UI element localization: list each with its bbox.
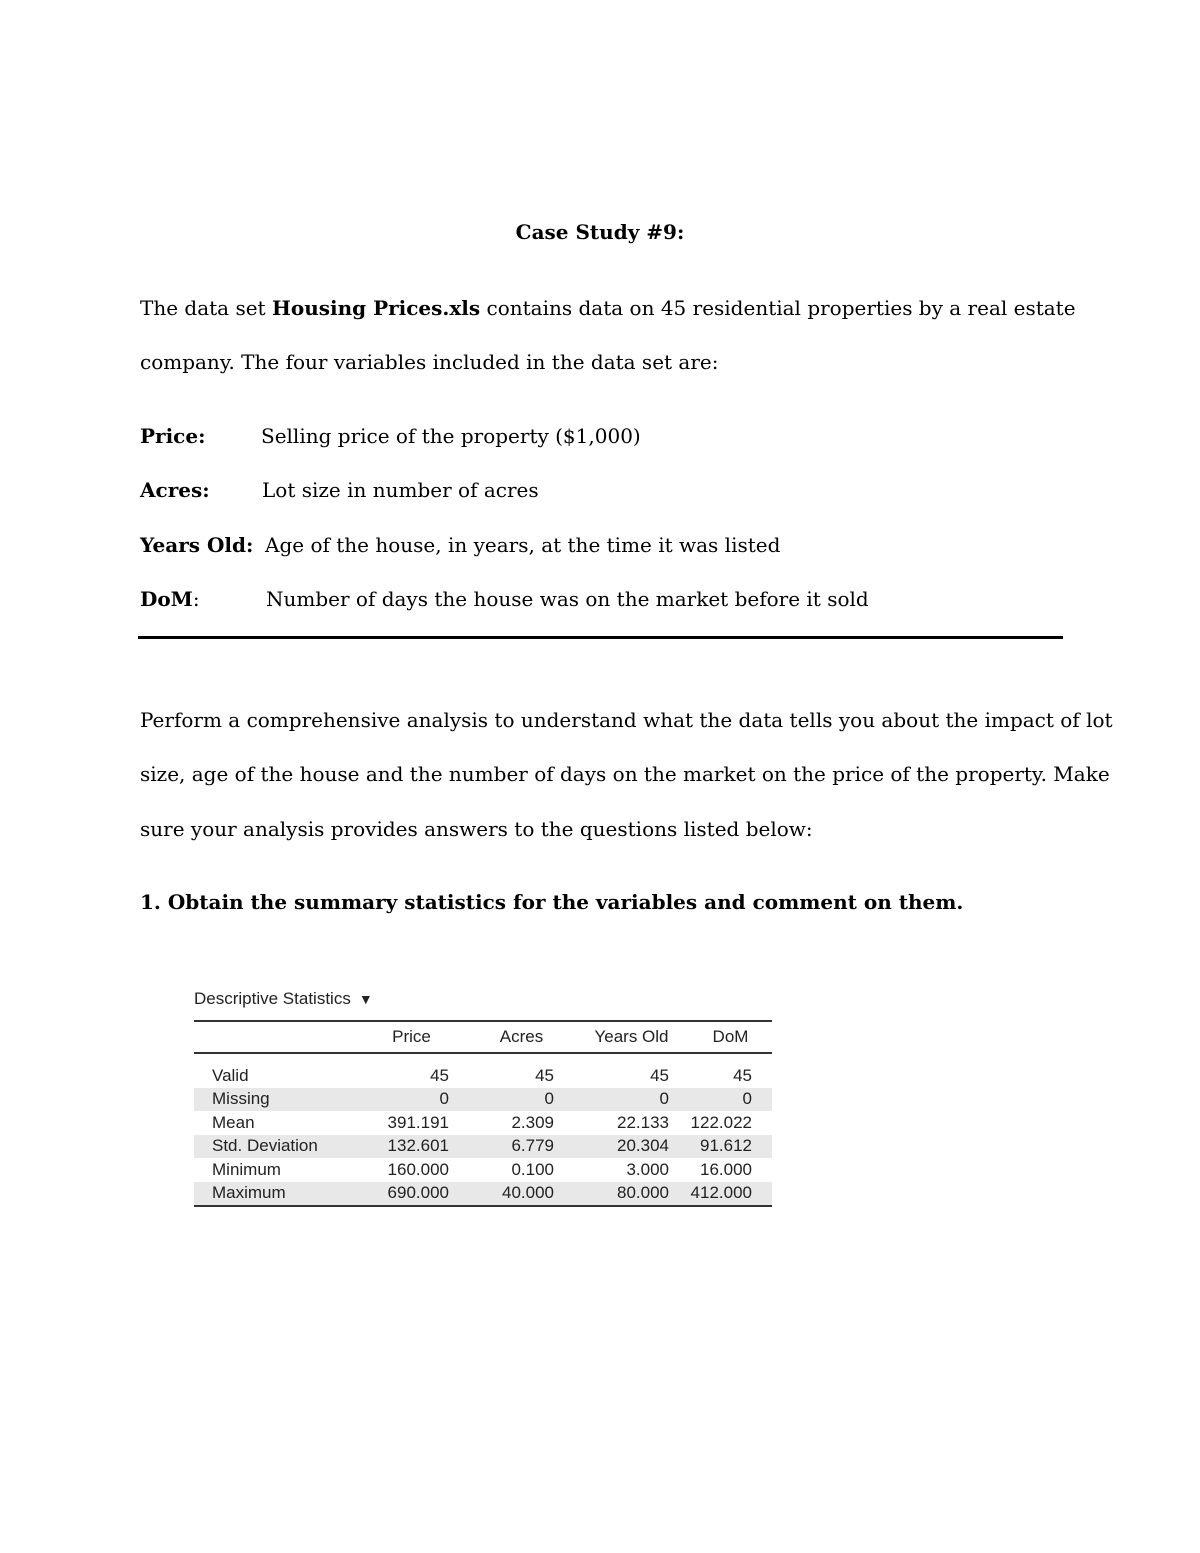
intro-text-pre: The data set (140, 296, 272, 320)
table-cell: 45 (733, 1065, 752, 1085)
table-row (194, 1088, 772, 1112)
table-cell: 391.191 (387, 1112, 449, 1132)
row-label: Minimum (212, 1159, 281, 1179)
intro-line-1 (140, 294, 1076, 322)
intro-text-post: contains data on 45 residential properties by a real estate (480, 296, 1076, 320)
table-cell: 40.000 (469, 1182, 574, 1207)
table-cell: 0 (689, 1088, 772, 1112)
table-cell: 412.000 (689, 1182, 772, 1207)
table-cell: 0 (574, 1088, 689, 1112)
variable-description: Age of the house, in years, at the time it was listed (265, 533, 781, 557)
row-label: Maximum (194, 1182, 354, 1207)
table-cell: 6.779 (469, 1135, 574, 1159)
table-cell: 20.304 (574, 1135, 689, 1159)
column-header-dom: DoM (689, 1021, 772, 1053)
variable-label: Years Old: (140, 533, 254, 557)
variable-description: Number of days the house was on the market before it sold (266, 587, 869, 611)
column-header-years-old: Years Old (574, 1021, 689, 1053)
intro-line-2: company. The four variables included in the data set are: (140, 350, 719, 374)
variable-label: Acres: (140, 478, 210, 502)
row-label: Missing (194, 1088, 354, 1112)
spacer-row (194, 1053, 772, 1064)
table-row (194, 1135, 772, 1159)
variable-description: Selling price of the property ($1,000) (261, 424, 641, 448)
table-cell: 0 (354, 1088, 469, 1112)
column-header-acres: Acres (469, 1021, 574, 1053)
analysis-line-1: Perform a comprehensive analysis to understand what the data tells you about the impact of lot (140, 708, 1113, 732)
variable-price (140, 422, 641, 450)
variable-label: DoM (140, 587, 193, 611)
page-title: Case Study #9: (515, 220, 685, 244)
table-cell: 80.000 (574, 1182, 689, 1207)
row-label: Mean (212, 1112, 255, 1132)
column-header-empty (194, 1021, 354, 1053)
table-cell: 132.601 (354, 1135, 469, 1159)
variable-label: Price: (140, 424, 206, 448)
row-label: Valid (212, 1065, 249, 1085)
table-cell: 0 (469, 1088, 574, 1112)
table-cell: 0.100 (511, 1159, 554, 1179)
table-cell: 16.000 (700, 1159, 752, 1179)
triangle-down-icon[interactable]: ▼ (358, 991, 373, 1007)
table-cell: 45 (650, 1065, 669, 1085)
table-row (194, 1111, 772, 1135)
row-label: Std. Deviation (194, 1135, 354, 1159)
table-cell: 45 (430, 1065, 449, 1085)
analysis-line-2: size, age of the house and the number of days on the market on the price of the property. Make (140, 762, 1110, 786)
variable-label-colon: : (192, 587, 200, 611)
table-cell: 122.022 (690, 1112, 752, 1132)
descriptive-statistics-table (194, 986, 772, 1203)
table-cell: 45 (535, 1065, 554, 1085)
table-cell: 91.612 (689, 1135, 772, 1159)
variable-description: Lot size in number of acres (262, 478, 539, 502)
table-row (194, 1158, 772, 1182)
statistics-grid (194, 1020, 772, 1207)
question-1: 1. Obtain the summary statistics for the variables and comment on them. (140, 890, 964, 914)
analysis-line-3: sure your analysis provides answers to the questions listed below: (140, 817, 813, 841)
variable-acres (140, 476, 539, 504)
column-header-row (194, 1021, 772, 1053)
horizontal-divider (138, 636, 1063, 639)
variable-years-old (140, 531, 781, 559)
table-cell: 690.000 (354, 1182, 469, 1207)
table-cell: 2.309 (511, 1112, 554, 1132)
dataset-name: Housing Prices.xls (271, 296, 481, 320)
table-cell: 22.133 (617, 1112, 669, 1132)
table-cell: 3.000 (626, 1159, 669, 1179)
descriptive-statistics-title: Descriptive Statistics (194, 989, 351, 1008)
column-header-price: Price (354, 1021, 469, 1053)
descriptive-statistics-header[interactable] (194, 986, 772, 1012)
variable-dom (140, 585, 869, 613)
table-row (194, 1064, 772, 1088)
table-cell: 160.000 (387, 1159, 449, 1179)
table-row (194, 1182, 772, 1207)
